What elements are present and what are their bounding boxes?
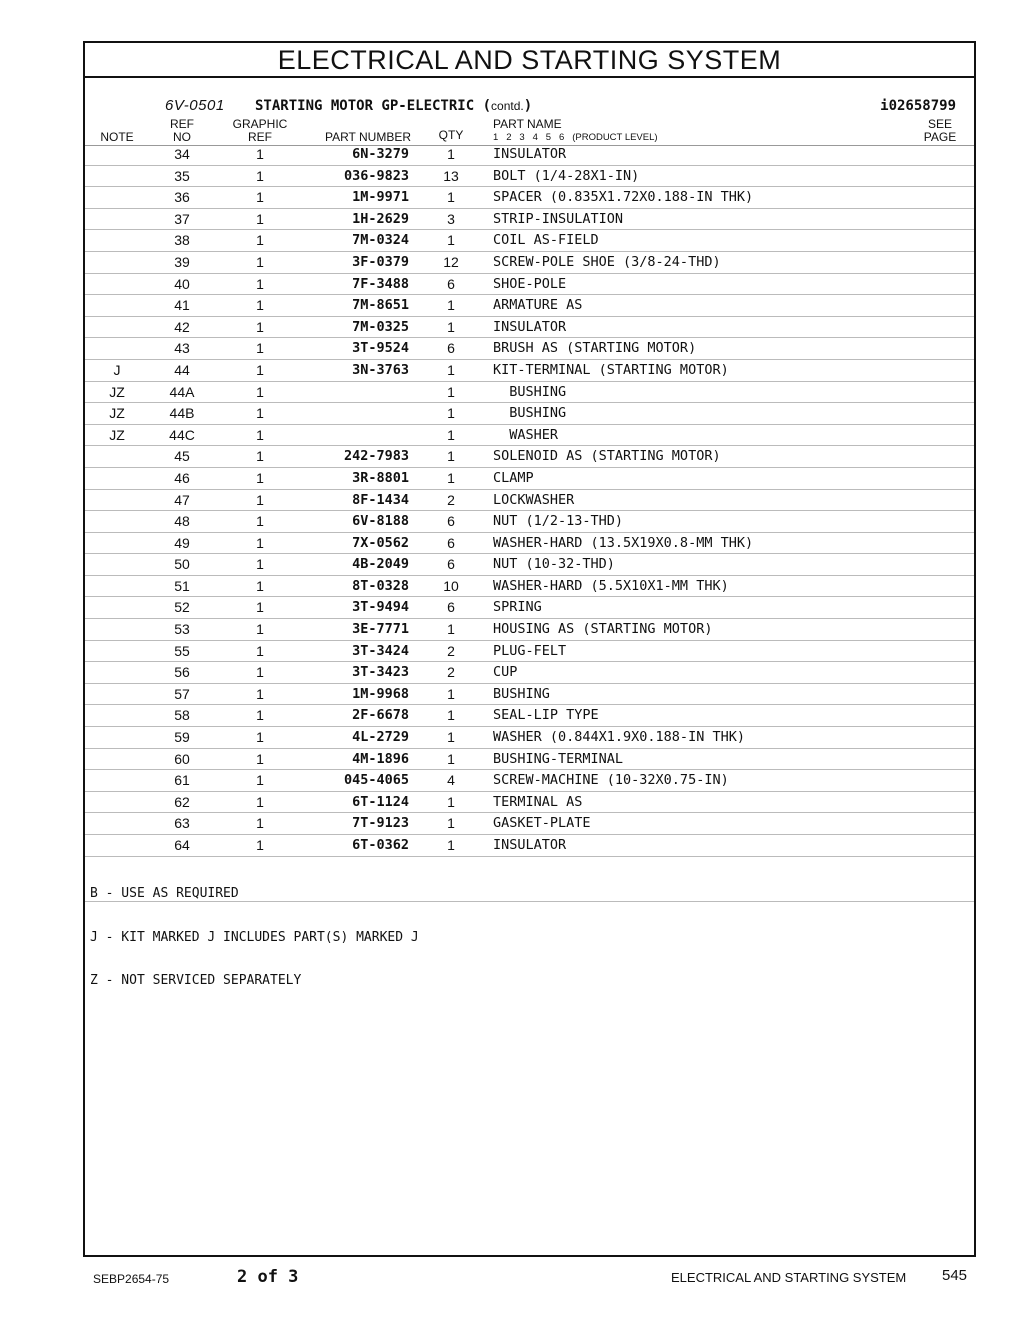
qty-cell: 1	[447, 448, 455, 465]
note-cell: JZ	[109, 405, 125, 422]
graphic-ref-cell: 1	[256, 361, 264, 378]
graphic-ref-cell: 1	[256, 793, 264, 810]
header-ref-bottom: NO	[173, 130, 191, 144]
ref-no-cell: 36	[174, 189, 190, 206]
part-number-cell: 4L-2729	[352, 729, 409, 746]
qty-cell: 1	[447, 837, 455, 853]
part-name-cell: CUP	[493, 664, 518, 681]
qty-cell: 12	[443, 253, 459, 270]
part-number-cell: 4M-1896	[352, 750, 409, 767]
table-row	[85, 166, 974, 188]
table-row	[85, 813, 974, 835]
qty-cell: 10	[443, 577, 459, 594]
ref-no-cell: 61	[174, 772, 190, 789]
graphic-ref-cell: 1	[256, 685, 264, 702]
part-number-cell: 3E-7771	[352, 621, 409, 638]
part-number-cell: 6N-3279	[352, 146, 409, 162]
table-row	[85, 446, 974, 468]
qty-cell: 6	[447, 534, 455, 551]
ref-no-cell: 47	[174, 491, 190, 508]
document-id: i02658799	[880, 98, 956, 114]
part-name-cell: WASHER-HARD (13.5X19X0.8-MM THK)	[493, 534, 754, 551]
table-row	[85, 511, 974, 533]
graphic-ref-cell: 1	[256, 253, 264, 270]
qty-cell: 6	[447, 556, 455, 573]
table-row	[85, 230, 974, 252]
note-j: J - KIT MARKED J INCLUDES PART(S) MARKED J	[90, 929, 419, 945]
header-qty: QTY	[438, 128, 464, 142]
qty-cell: 6	[447, 340, 455, 357]
ref-no-cell: 44A	[169, 383, 195, 400]
part-name-cell: ARMATURE AS	[493, 297, 583, 314]
graphic-ref-cell: 1	[256, 405, 264, 422]
ref-no-cell: 63	[174, 815, 190, 832]
graphic-ref-cell: 1	[256, 426, 264, 443]
table-row	[85, 533, 974, 555]
qty-cell: 3	[447, 210, 455, 227]
graphic-ref-cell: 1	[256, 491, 264, 508]
notes-divider	[85, 901, 974, 902]
graphic-ref-cell: 1	[256, 534, 264, 551]
table-row	[85, 770, 974, 792]
graphic-ref-cell: 1	[256, 642, 264, 659]
part-name-cell: SCREW-POLE SHOE (3/8-24-THD)	[493, 253, 721, 270]
part-name-cell: SPACER (0.835X1.72X0.188-IN THK)	[493, 189, 754, 206]
graphic-ref-cell: 1	[256, 556, 264, 573]
graphic-ref-cell: 1	[256, 232, 264, 249]
qty-cell: 2	[447, 642, 455, 659]
footer-page-number: 545	[942, 1267, 968, 1284]
graphic-ref-cell: 1	[256, 815, 264, 832]
header-see-top: SEE	[927, 117, 952, 131]
part-number-cell: 045-4065	[343, 772, 409, 789]
note-cell: JZ	[109, 383, 125, 400]
qty-cell: 1	[447, 750, 455, 767]
part-name-cell: BUSHING	[493, 685, 550, 702]
ref-no-cell: 58	[174, 707, 190, 724]
graphic-ref-cell: 1	[256, 513, 264, 530]
part-name-cell: PLUG-FELT	[493, 642, 567, 659]
part-name-cell: INSULATOR	[493, 318, 567, 335]
ref-no-cell: 48	[174, 513, 190, 530]
part-name-cell: NUT (10-32-THD)	[493, 556, 615, 573]
ref-no-cell: 43	[174, 340, 190, 357]
part-number-cell: 3T-9524	[352, 340, 409, 357]
note-cell: JZ	[109, 426, 125, 443]
qty-cell: 1	[447, 189, 455, 206]
parts-table-body	[85, 144, 974, 857]
part-name-cell: SCREW-MACHINE (10-32X0.75-IN)	[493, 772, 729, 789]
part-number-cell: 8T-0328	[352, 577, 409, 594]
part-name-cell: KIT-TERMINAL (STARTING MOTOR)	[493, 361, 729, 378]
graphic-ref-cell: 1	[256, 577, 264, 594]
qty-cell: 1	[447, 426, 455, 443]
ref-no-cell: 40	[174, 275, 190, 292]
graphic-ref-cell: 1	[256, 469, 264, 486]
header-graphic-ref	[227, 118, 293, 144]
qty-cell: 1	[447, 469, 455, 486]
qty-cell: 1	[447, 815, 455, 832]
part-name-cell: COIL AS-FIELD	[493, 232, 599, 249]
part-number-cell: 6T-0362	[352, 837, 409, 853]
table-row	[85, 554, 974, 576]
ref-no-cell: 44C	[169, 426, 195, 443]
group-name-close: )	[523, 98, 533, 114]
part-number-cell: 7M-8651	[352, 297, 409, 314]
part-number-cell: 1M-9968	[352, 685, 409, 702]
ref-no-cell: 64	[174, 837, 190, 853]
table-row	[85, 144, 974, 166]
qty-cell: 2	[447, 491, 455, 508]
footer-doc-number: SEBP2654-75	[93, 1272, 170, 1286]
ref-no-cell: 45	[174, 448, 190, 465]
graphic-ref-cell: 1	[256, 210, 264, 227]
part-number-cell: 3T-3423	[352, 664, 409, 681]
note-z: Z - NOT SERVICED SEPARATELY	[90, 973, 302, 988]
part-name-cell: WASHER	[493, 426, 559, 443]
parts-page-frame	[83, 41, 976, 1257]
table-row	[85, 425, 974, 447]
part-number-cell: 3N-3763	[352, 361, 409, 378]
ref-no-cell: 60	[174, 750, 190, 767]
qty-cell: 6	[447, 275, 455, 292]
graphic-ref-cell: 1	[256, 837, 264, 853]
table-row	[85, 684, 974, 706]
graphic-ref-cell: 1	[256, 318, 264, 335]
part-name-cell: WASHER-HARD (5.5X10X1-MM THK)	[493, 577, 729, 594]
table-row	[85, 252, 974, 274]
ref-no-cell: 44B	[169, 405, 195, 422]
part-name-cell: WASHER (0.844X1.9X0.188-IN THK)	[493, 729, 745, 746]
part-number-cell: 6V-8188	[352, 513, 409, 530]
graphic-ref-cell: 1	[256, 146, 264, 162]
part-name-cell: STRIP-INSULATION	[493, 210, 624, 227]
header-see-page	[915, 118, 965, 144]
qty-cell: 1	[447, 146, 455, 162]
ref-no-cell: 52	[174, 599, 190, 616]
part-name-cell: SOLENOID AS (STARTING MOTOR)	[493, 448, 721, 465]
graphic-ref-cell: 1	[256, 772, 264, 789]
table-row	[85, 274, 974, 296]
part-number-cell: 2F-6678	[352, 707, 409, 724]
graphic-ref-cell: 1	[256, 599, 264, 616]
table-row	[85, 641, 974, 663]
part-number-cell: 6T-1124	[352, 793, 409, 810]
group-name	[255, 96, 532, 116]
graphic-ref-cell: 1	[256, 707, 264, 724]
qty-cell: 1	[447, 318, 455, 335]
qty-cell: 1	[447, 297, 455, 314]
qty-cell: 2	[447, 664, 455, 681]
part-name-cell: BOLT (1/4-28X1-IN)	[493, 167, 640, 184]
ref-no-cell: 38	[174, 232, 190, 249]
notes-legend	[90, 858, 419, 1018]
qty-cell: 6	[447, 599, 455, 616]
header-part-number: PART NUMBER	[324, 130, 411, 144]
group-code: 6V-0501	[165, 97, 225, 114]
header-part-name-label: PART NAME	[493, 117, 562, 131]
contd-label: contd.	[491, 99, 524, 113]
graphic-ref-cell: 1	[256, 297, 264, 314]
note-cell: J	[113, 361, 121, 378]
footer-page-of: 2 of 3	[237, 1267, 299, 1287]
part-name-cell: CLAMP	[493, 469, 534, 486]
ref-no-cell: 56	[174, 664, 190, 681]
table-row	[85, 209, 974, 231]
table-row	[85, 382, 974, 404]
part-number-cell: 3T-9494	[352, 599, 409, 616]
graphic-ref-cell: 1	[256, 383, 264, 400]
qty-cell: 13	[443, 167, 459, 184]
ref-no-cell: 50	[174, 556, 190, 573]
table-row	[85, 187, 974, 209]
ref-no-cell: 44	[174, 361, 190, 378]
part-number-cell: 242-7983	[343, 448, 409, 465]
table-row	[85, 468, 974, 490]
graphic-ref-cell: 1	[256, 275, 264, 292]
qty-cell: 1	[447, 405, 455, 422]
qty-cell: 1	[447, 685, 455, 702]
part-number-cell: 8F-1434	[352, 491, 409, 508]
table-row	[85, 662, 974, 684]
header-note: NOTE	[100, 130, 134, 144]
part-number-cell: 1H-2629	[352, 210, 409, 227]
qty-cell: 1	[447, 383, 455, 400]
ref-no-cell: 42	[174, 318, 190, 335]
part-name-cell: LOCKWASHER	[493, 491, 575, 508]
graphic-ref-cell: 1	[256, 340, 264, 357]
graphic-ref-cell: 1	[256, 750, 264, 767]
ref-no-cell: 55	[174, 642, 190, 659]
part-number-cell: 3R-8801	[352, 469, 409, 486]
qty-cell: 1	[447, 361, 455, 378]
part-name-cell: SPRING	[493, 599, 542, 616]
table-row	[85, 338, 974, 360]
part-number-cell: 3T-3424	[352, 642, 409, 659]
ref-no-cell: 41	[174, 297, 190, 314]
footer-section: ELECTRICAL AND STARTING SYSTEM	[671, 1270, 907, 1285]
part-name-cell: TERMINAL AS	[493, 793, 583, 810]
graphic-ref-cell: 1	[256, 167, 264, 184]
ref-no-cell: 59	[174, 729, 190, 746]
part-name-cell: BUSHING	[493, 405, 567, 422]
part-name-cell: BUSHING	[493, 383, 567, 400]
part-number-cell: 3F-0379	[352, 253, 409, 270]
part-number-cell: 1M-9971	[352, 189, 409, 206]
ref-no-cell: 57	[174, 685, 190, 702]
ref-no-cell: 49	[174, 534, 190, 551]
table-row	[85, 619, 974, 641]
ref-no-cell: 34	[174, 146, 190, 162]
part-name-cell: GASKET-PLATE	[493, 815, 591, 832]
header-see-bottom: PAGE	[923, 130, 957, 144]
part-number-cell: 036-9823	[343, 167, 409, 184]
part-name-cell: HOUSING AS (STARTING MOTOR)	[493, 621, 713, 638]
group-name-text: STARTING MOTOR GP-ELECTRIC (	[255, 98, 492, 114]
graphic-ref-cell: 1	[256, 448, 264, 465]
part-name-cell: SHOE-POLE	[493, 275, 567, 292]
header-graphic-bottom: REF	[248, 130, 272, 144]
ref-no-cell: 37	[174, 210, 190, 227]
part-number-cell: 7F-3488	[352, 275, 409, 292]
header-ref-top: REF	[170, 117, 194, 131]
qty-cell: 1	[447, 707, 455, 724]
part-name-cell: BRUSH AS (STARTING MOTOR)	[493, 340, 697, 357]
ref-no-cell: 35	[174, 167, 190, 184]
qty-cell: 1	[447, 232, 455, 249]
part-number-cell: 7M-0324	[352, 232, 409, 249]
page-title: ELECTRICAL AND STARTING SYSTEM	[85, 43, 974, 78]
graphic-ref-cell: 1	[256, 189, 264, 206]
graphic-ref-cell: 1	[256, 664, 264, 681]
part-name-cell: NUT (1/2-13-THD)	[493, 513, 624, 530]
header-product-level: 1 2 3 4 5 6 (PRODUCT LEVEL)	[493, 132, 658, 143]
table-row	[85, 403, 974, 425]
part-name-cell: INSULATOR	[493, 837, 567, 853]
ref-no-cell: 51	[174, 577, 190, 594]
qty-cell: 1	[447, 621, 455, 638]
part-number-cell: 7T-9123	[352, 815, 409, 832]
table-row	[85, 576, 974, 598]
qty-cell: 4	[447, 772, 455, 789]
part-name-cell: BUSHING-TERMINAL	[493, 750, 624, 767]
qty-cell: 6	[447, 513, 455, 530]
table-row	[85, 295, 974, 317]
part-number-cell: 4B-2049	[352, 556, 409, 573]
table-row	[85, 317, 974, 339]
qty-cell: 1	[447, 793, 455, 810]
header-part-name	[493, 118, 658, 144]
table-row	[85, 490, 974, 512]
table-row	[85, 749, 974, 771]
graphic-ref-cell: 1	[256, 621, 264, 638]
table-row	[85, 597, 974, 619]
part-number-cell: 7X-0562	[352, 534, 409, 551]
graphic-ref-cell: 1	[256, 729, 264, 746]
part-name-cell: INSULATOR	[493, 146, 567, 162]
table-row	[85, 360, 974, 382]
header-graphic-top: GRAPHIC	[232, 117, 288, 131]
part-name-cell: SEAL-LIP TYPE	[493, 707, 599, 724]
table-row	[85, 727, 974, 749]
note-b: B - USE AS REQUIRED	[90, 886, 239, 901]
table-row	[85, 705, 974, 727]
ref-no-cell: 46	[174, 469, 190, 486]
ref-no-cell: 62	[174, 793, 190, 810]
header-ref	[159, 118, 205, 144]
table-row	[85, 835, 974, 857]
part-number-cell: 7M-0325	[352, 318, 409, 335]
ref-no-cell: 53	[174, 621, 190, 638]
qty-cell: 1	[447, 729, 455, 746]
ref-no-cell: 39	[174, 253, 190, 270]
table-row	[85, 792, 974, 814]
